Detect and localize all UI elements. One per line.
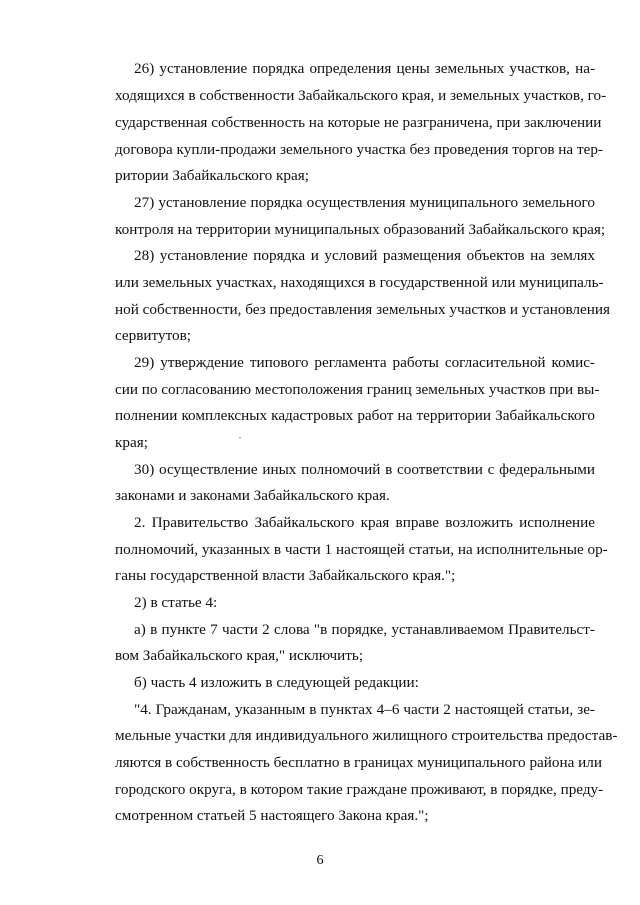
article-4-sub-b: б) часть 4 изложить в следующей редакции: <box>134 674 419 691</box>
item-30-line-1: 30) осуществление иных полномочий в соответствии с федеральными <box>134 461 595 478</box>
part-2-line-1: 2. Правительство Забайкальского края вправе возложить исполнение <box>134 514 595 531</box>
item-26-line-2: ходящихся в собственности Забайкальского края, и земельных участков, го- <box>115 87 607 104</box>
item-28-line-4: сервитутов; <box>115 327 192 344</box>
article-4-sub-a-line-1: а) в пункте 7 части 2 слова "в порядке, устанавливаемом Правительст- <box>134 621 595 638</box>
article-4-sub-a-line-2: вом Забайкальского края," исключить; <box>115 647 364 664</box>
item-26-line-4: договора купли-продажи земельного участка без проведения торгов на тер- <box>115 141 603 158</box>
quote-line-5: смотренном статьей 5 настоящего Закона края."; <box>115 807 429 824</box>
scan-speck <box>239 437 241 438</box>
part-2-line-2: полномочий, указанных в части 1 настоящей статьи, на исполнительные ор- <box>115 541 608 558</box>
item-26-line-3: сударственная собственность на которые не разграничена, при заключении <box>115 114 602 131</box>
item-28-line-1: 28) установление порядка и условий размещения объектов на землях <box>134 247 595 264</box>
part-2-line-3: ганы государственной власти Забайкальского края."; <box>115 567 456 584</box>
item-27-line-2: контроля на территории муниципальных образований Забайкальского края; <box>115 221 606 238</box>
item-30-line-2: законами и законами Забайкальского края. <box>115 487 390 504</box>
item-27-line-1: 27) установление порядка осуществления муниципального земельного <box>134 194 595 211</box>
item-29-line-4: края; <box>115 434 148 451</box>
item-26-line-5: ритории Забайкальского края; <box>115 167 309 184</box>
item-29-line-2: сии по согласованию местоположения границ земельных участков при вы- <box>115 381 600 398</box>
item-28-line-2: или земельных участках, находящихся в государственной или муниципаль- <box>115 274 604 291</box>
quote-line-1: "4. Гражданам, указанным в пунктах 4–6 части 2 настоящей статьи, зе- <box>134 701 595 718</box>
quote-line-4: городского округа, в котором такие граждане проживают, в порядке, преду- <box>115 781 604 798</box>
article-4-intro: 2) в статье 4: <box>134 594 218 611</box>
item-26-line-1: 26) установление порядка определения цены земельных участков, на- <box>134 60 595 77</box>
quote-line-3: ляются в собственность бесплатно в границах муниципального района или <box>115 754 603 771</box>
item-29-line-1: 29) утверждение типового регламента работы согласительной комис- <box>134 354 595 371</box>
page-number: 6 <box>316 853 324 868</box>
item-29-line-3: полнении комплексных кадастровых работ на территории Забайкальского <box>115 407 595 424</box>
quote-line-2: мельные участки для индивидуального жилищного строительства предостав- <box>115 727 618 744</box>
item-28-line-3: ной собственности, без предоставления земельных участков и установления <box>115 301 610 318</box>
